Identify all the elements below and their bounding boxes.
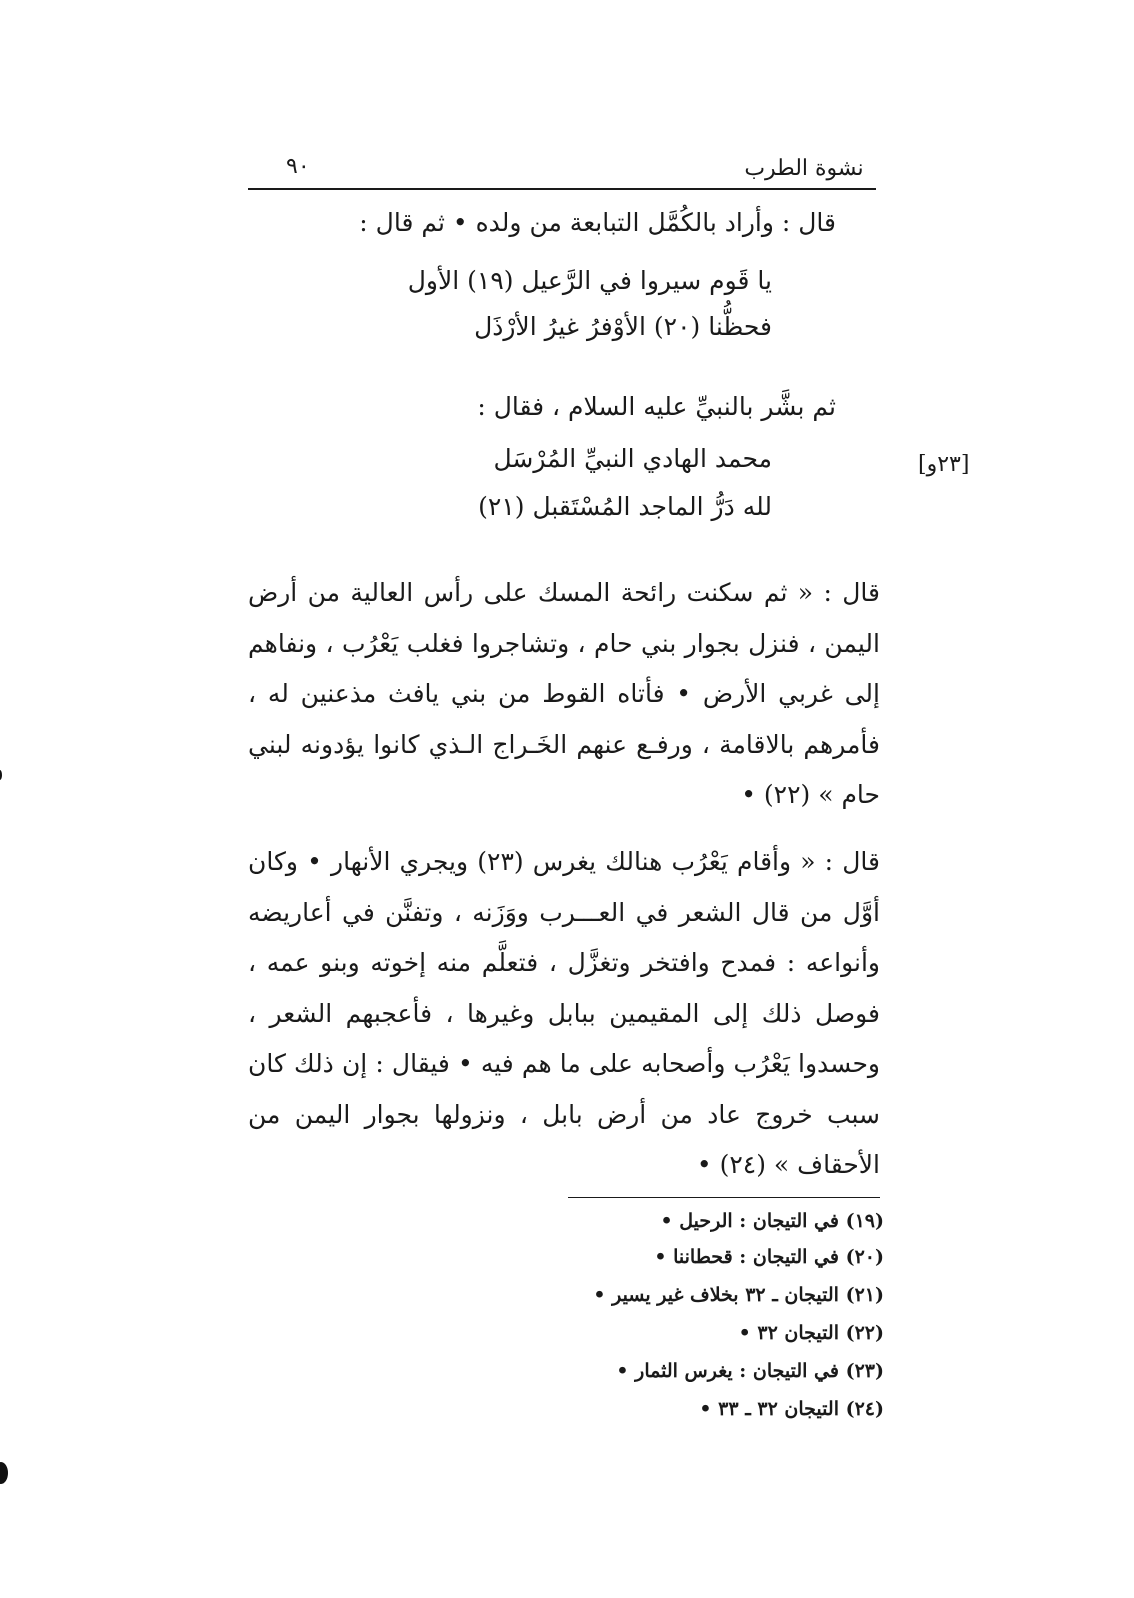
- footnote-21: (٢١) التيجان ـ ٣٢ بخلاف غير يسير •: [593, 1284, 884, 1306]
- prophecy-intro: ثم بشَّر بالنبيِّ عليه السلام ، فقال :: [477, 392, 836, 421]
- footnote-23: (٢٣) في التيجان : يغرس الثمار •: [616, 1360, 884, 1382]
- scan-edge-mark: [0, 1462, 8, 1484]
- page-number: ٩٠: [286, 154, 310, 179]
- footnote-20: (٢٠) في التيجان : قحطاننا •: [654, 1246, 884, 1268]
- verse1-line1: يا قَوم سيروا في الرَّعيل (١٩) الأول: [407, 266, 772, 295]
- scan-edge-mark-small: [0, 770, 2, 780]
- running-title: نشوة الطرب: [744, 156, 864, 181]
- footnote-24: (٢٤) التيجان ٣٢ ـ ٣٣ •: [699, 1398, 884, 1420]
- intro-line: قال : وأراد بالكُمَّل التبابعة من ولده • ثم قال :: [359, 208, 836, 237]
- footnote-22: (٢٢) التيجان ٣٢ •: [738, 1322, 884, 1344]
- margin-folio-reference: [٢٣و]: [918, 452, 970, 477]
- footnote-separator: [568, 1197, 880, 1198]
- verse1-line2: فحظُّنا (٢٠) الأوْفرُ غيرُ الأرْذَل: [474, 312, 772, 341]
- footnote-19: (١٩) في التيجان : الرحيل •: [660, 1210, 884, 1232]
- paragraph-2: قال : « وأقام يَعْرُب هنالك يغرس (٢٣) ويجري الأنهار • وكان أوَّل من قال الشعر في العـــرب ووَزَنه ، وتفنَّن في أعاريضه وأنواعه : فمدح وافتخر وتغزَّل ، فتعلَّم منه إخوته وبنو عمه ، فوصل ذلك إلى المقيمين ببابل وغيرها ، فأعجبهم الشعر ، وحسدوا يَعْرُب وأصحابه على ما هم فيه • فيقال : إن ذلك كان سبب خروج عاد من أرض بابل ، ونزولها بجوار اليمن من الأحقاف » (٢٤) •: [248, 847, 880, 1179]
- verse2-line2: لله دَرُّ الماجد المُسْتَقبل (٢١): [478, 492, 772, 521]
- paragraph-1: قال : « ثم سكنت رائحة المسك على رأس العالية من أرض اليمن ، فنزل بجوار بني حام ، وتشاجروا فغلب يَعْرُب ، ونفاهم إلى غربي الأرض • فأتاه القوط من بني يافث مذعنين له ، فأمرهم بالاقامة ، ورفـع عنهم الخَـراج الـذي كانوا يؤدونه لبني حام » (٢٢) •: [248, 578, 880, 809]
- verse2-line1: محمد الهادي النبيِّ المُرْسَل: [493, 444, 772, 473]
- page-header: [248, 150, 876, 190]
